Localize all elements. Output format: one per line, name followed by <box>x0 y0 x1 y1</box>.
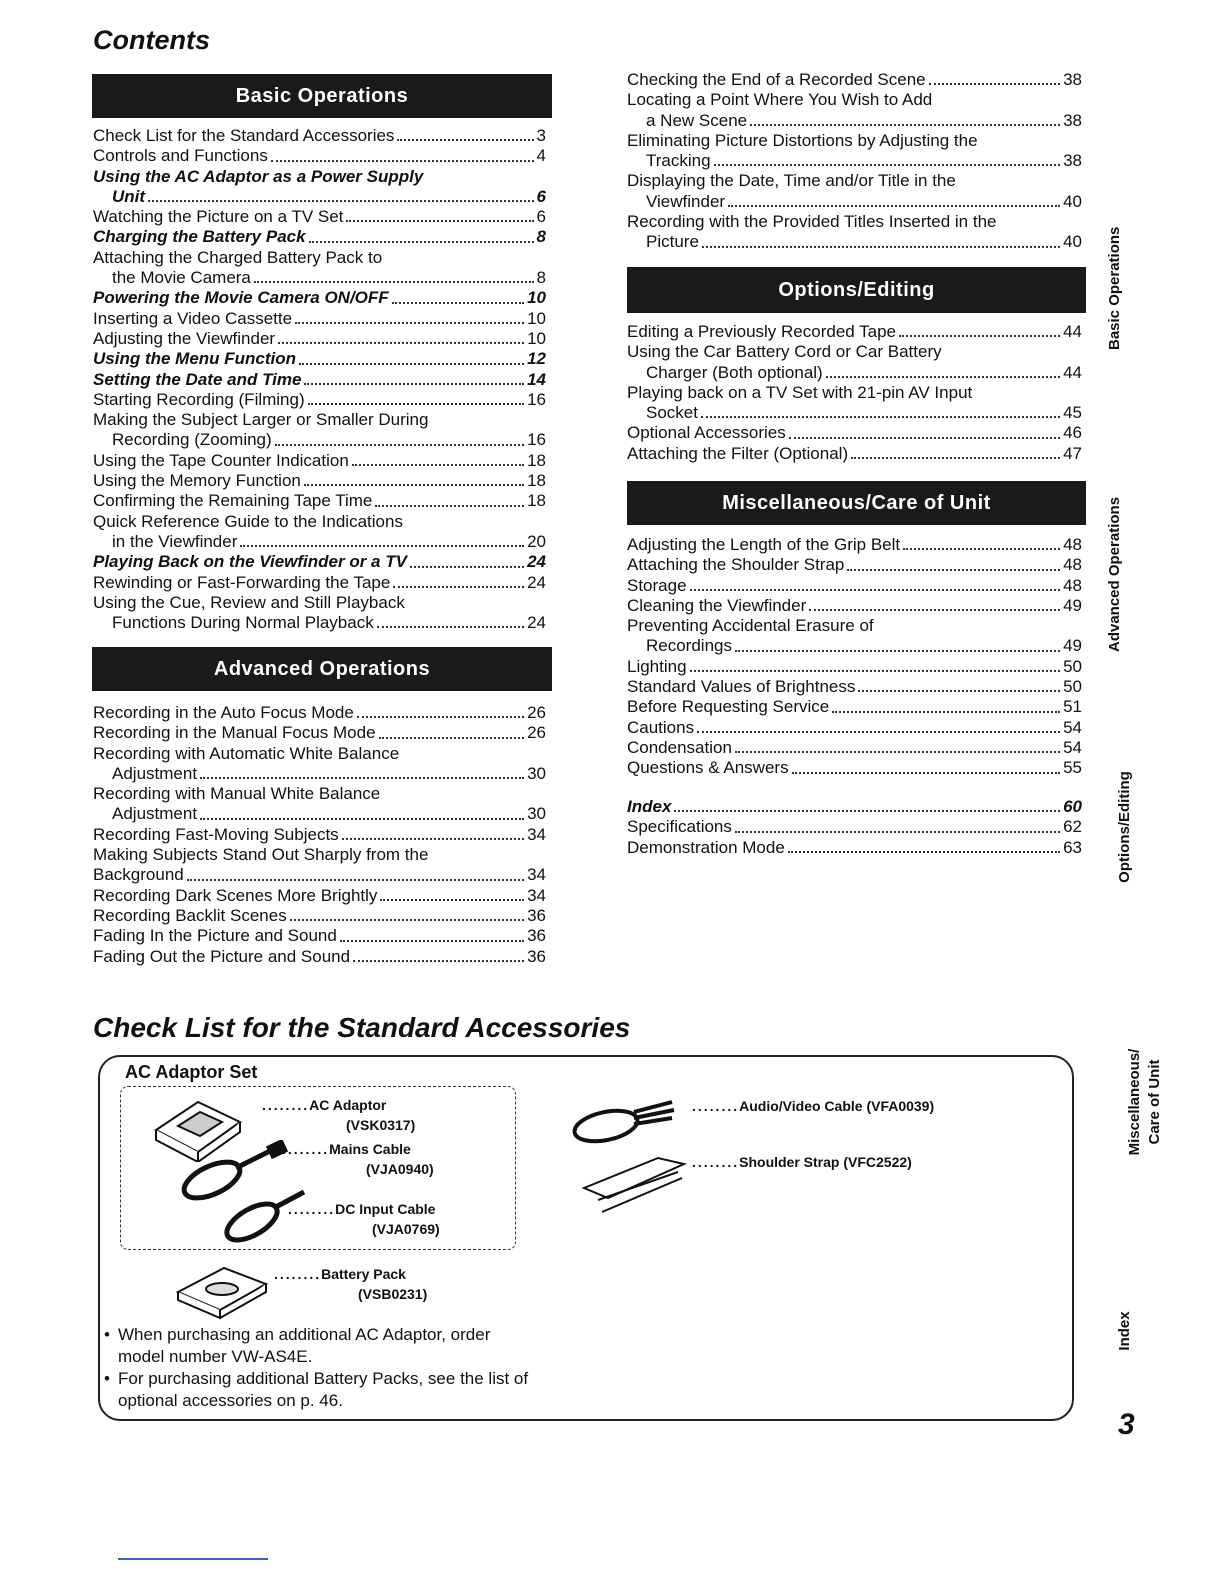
page-title: Contents <box>93 25 210 55</box>
toc-entry <box>627 423 1082 443</box>
toc-entry <box>627 657 1082 677</box>
toc-entry-title: Unit <box>112 186 146 206</box>
toc-entry <box>627 797 1082 817</box>
toc-entry-page: 62 <box>1063 817 1082 837</box>
toc-entry-title: Charging the Battery Pack <box>93 227 306 247</box>
toc-entry-page: 40 <box>1063 232 1082 252</box>
toc-entry-title: Adjusting the Viewfinder <box>93 328 276 348</box>
toc-entry-title: Recording Backlit Scenes <box>93 905 287 925</box>
toc-entry <box>93 573 546 593</box>
toc-entry-page: 63 <box>1063 837 1082 857</box>
toc-entry <box>93 126 546 146</box>
toc-entry <box>627 111 1082 131</box>
toc-entry-title: Recording in the Manual Focus Mode <box>93 723 376 743</box>
toc-entry <box>627 444 1082 464</box>
toc-entry-page: 36 <box>527 946 546 966</box>
toc-entry: Displaying the Date, Time and/or Title in the <box>627 171 956 191</box>
toc-entry-title: Questions & Answers <box>627 758 789 778</box>
toc-leader-dots <box>200 777 524 779</box>
toc-leader-dots <box>352 464 524 466</box>
toc-entry <box>627 151 1082 171</box>
toc-entry-page: 8 <box>536 227 546 247</box>
toc-entry <box>627 636 1082 656</box>
toc-entry-page: 18 <box>527 471 546 491</box>
toc-entry-page: 44 <box>1063 322 1082 341</box>
toc-entry-page: 48 <box>1063 555 1082 575</box>
toc-entry-page: 10 <box>527 308 546 328</box>
toc-entry-title: Cleaning the Viewfinder <box>627 595 807 615</box>
side-tab-index: Index <box>1116 1311 1133 1351</box>
toc-entry <box>93 552 546 572</box>
toc-entry-title: Inserting a Video Cassette <box>93 308 293 328</box>
section-header-options: Options/Editing <box>627 267 1086 313</box>
toc-entry <box>93 349 546 369</box>
toc-leader-dots <box>377 626 524 628</box>
toc-entry <box>627 596 1082 616</box>
toc-leader-dots <box>304 484 524 486</box>
toc-entry <box>627 192 1082 212</box>
toc-entry-page: 48 <box>1063 575 1082 595</box>
toc-entry-title: Standard Values of Brightness <box>627 677 856 697</box>
shoulder-strap-illustration <box>578 1148 698 1218</box>
toc-entry <box>627 555 1082 575</box>
toc-entry-page: 46 <box>1063 423 1082 443</box>
toc-entry <box>93 886 546 906</box>
toc-leader-dots <box>380 899 524 901</box>
toc-leader-dots <box>826 376 1060 378</box>
toc-entry-title: Cautions <box>627 717 695 737</box>
toc-leader-dots <box>690 670 1061 672</box>
toc-leader-dots <box>858 690 1060 692</box>
toc-entry <box>627 677 1082 697</box>
toc-entry-title: Attaching the Shoulder Strap <box>627 555 845 575</box>
checklist-notes <box>104 1324 534 1412</box>
toc-entry-page: 38 <box>1063 110 1082 130</box>
toc-entry: Preventing Accidental Erasure of <box>627 616 874 636</box>
toc-entry: Making Subjects Stand Out Sharply from the <box>93 845 429 865</box>
toc-entry-title: Recording (Zooming) <box>112 430 272 450</box>
toc-entry-page: 30 <box>527 804 546 824</box>
note-item: • When purchasing an additional AC Adaptor, order model number VW-AS4E. <box>104 1325 491 1366</box>
toc-entry-page: 38 <box>1063 151 1082 171</box>
toc-entry <box>93 947 546 967</box>
toc-entry <box>93 268 546 288</box>
toc-leader-dots <box>410 566 524 568</box>
toc-entry <box>627 758 1082 778</box>
toc-leader-dots <box>792 772 1061 774</box>
toc-entry-title: Attaching the Filter (Optional) <box>627 443 849 463</box>
toc-entry-title: Rewinding or Fast-Forwarding the Tape <box>93 572 391 592</box>
toc-options-editing <box>627 322 1082 464</box>
toc-entry-page: 4 <box>536 146 546 166</box>
toc-entry <box>93 723 546 743</box>
toc-entry: Making the Subject Larger or Smaller During <box>93 410 429 430</box>
toc-leader-dots <box>809 609 1060 611</box>
toc-entry-title: Fading Out the Picture and Sound <box>93 946 351 966</box>
toc-entry <box>93 703 546 723</box>
toc-entry <box>93 764 546 784</box>
toc-entry-page: 3 <box>536 126 546 145</box>
av-cable-label: ........Audio/Video Cable (VFA0039) <box>692 1098 935 1114</box>
mains-cable-label: ........Mains Cable (VJA0940) <box>282 1141 434 1177</box>
av-cable-illustration <box>568 1088 688 1148</box>
toc-entry <box>627 718 1082 738</box>
toc-entry <box>627 322 1082 342</box>
toc-entry: Recording with Automatic White Balance <box>93 743 400 763</box>
toc-entry-page: 34 <box>527 824 546 844</box>
toc-leader-dots <box>346 220 533 222</box>
toc-entry-page: 45 <box>1063 403 1082 423</box>
toc-entry-title: Checking the End of a Recorded Scene <box>627 70 926 89</box>
toc-entry <box>627 697 1082 717</box>
toc-entry-title: Adjustment <box>112 763 198 783</box>
toc-entry-page: 10 <box>527 288 546 308</box>
toc-leader-dots <box>304 383 524 385</box>
toc-entry-title: Watching the Picture on a TV Set <box>93 207 344 227</box>
toc-entry-page: 16 <box>527 430 546 450</box>
toc-entry-title: Charger (Both optional) <box>646 362 823 382</box>
toc-entry-title: Using the Tape Counter Indication <box>93 450 349 470</box>
toc-entry <box>93 187 546 207</box>
toc-entry <box>627 738 1082 758</box>
toc-leader-dots <box>308 403 524 405</box>
toc-entry-page: 6 <box>536 186 546 206</box>
toc-entry-title: Fading In the Picture and Sound <box>93 926 337 946</box>
section-header-basic: Basic Operations <box>92 74 552 118</box>
toc-entry-page: 36 <box>527 926 546 946</box>
battery-pack-label: ........Battery Pack (VSB0231) <box>274 1266 428 1302</box>
note-item: • For purchasing additional Battery Packs, see the list of optional accessories on p. 46. <box>104 1369 529 1410</box>
toc-miscellaneous <box>627 535 1082 779</box>
toc-entry: Quick Reference Guide to the Indications <box>93 511 403 531</box>
toc-entry <box>627 363 1082 383</box>
toc-entry-page: 50 <box>1063 677 1082 697</box>
toc-leader-dots <box>701 416 1060 418</box>
toc-entry <box>93 288 546 308</box>
toc-entry-page: 36 <box>527 905 546 925</box>
section-header-misc: Miscellaneous/Care of Unit <box>627 481 1086 525</box>
toc-leader-dots <box>393 586 524 588</box>
toc-leader-dots <box>674 810 1060 812</box>
toc-entry-page: 54 <box>1063 737 1082 757</box>
toc-entry-title: Index <box>627 797 672 816</box>
toc-entry-title: in the Viewfinder <box>112 531 238 551</box>
toc-entry-title: Specifications <box>627 817 732 837</box>
toc-leader-dots <box>702 246 1060 248</box>
toc-entry-page: 14 <box>527 369 546 389</box>
toc-entry-title: Background <box>93 865 184 885</box>
toc-leader-dots <box>290 919 524 921</box>
toc-basic-operations-continued <box>627 70 1082 253</box>
toc-entry-page: 44 <box>1063 362 1082 382</box>
battery-pack-illustration <box>172 1262 272 1322</box>
toc-entry: Attaching the Charged Battery Pack to <box>93 247 383 267</box>
toc-entry: Eliminating Picture Distortions by Adjusting the <box>627 130 978 150</box>
toc-entry <box>627 817 1082 837</box>
toc-entry <box>93 329 546 349</box>
toc-leader-dots <box>200 818 524 820</box>
toc-leader-dots <box>735 751 1060 753</box>
toc-entry <box>93 804 546 824</box>
toc-leader-dots <box>148 200 533 202</box>
toc-entry: Recording with the Provided Titles Inserted in the <box>627 212 997 232</box>
toc-leader-dots <box>342 838 524 840</box>
toc-entry-title: Before Requesting Service <box>627 697 830 717</box>
bottom-rule <box>118 1558 268 1560</box>
toc-entry-page: 24 <box>527 572 546 592</box>
toc-leader-dots <box>254 281 534 283</box>
toc-leader-dots <box>353 960 524 962</box>
toc-leader-dots <box>187 879 524 881</box>
toc-entry <box>93 370 546 390</box>
toc-entry-page: 18 <box>527 450 546 470</box>
toc-entry <box>627 232 1082 252</box>
toc-leader-dots <box>832 711 1060 713</box>
toc-entry-title: Starting Recording (Filming) <box>93 389 305 409</box>
toc-leader-dots <box>240 545 524 547</box>
toc-entry-title: Controls and Functions <box>93 146 268 166</box>
toc-leader-dots <box>379 737 525 739</box>
toc-leader-dots <box>271 160 534 162</box>
toc-entry <box>93 926 546 946</box>
toc-leader-dots <box>397 139 533 141</box>
toc-basic-operations <box>93 126 546 633</box>
toc-entry-title: Picture <box>646 232 699 252</box>
toc-entry-page: 55 <box>1063 758 1082 778</box>
side-tab-advanced: Advanced Operations <box>1106 496 1123 652</box>
ac-set-label: AC Adaptor Set <box>125 1062 258 1082</box>
toc-entry <box>627 403 1082 423</box>
toc-leader-dots <box>357 716 524 718</box>
toc-entry <box>93 430 546 450</box>
toc-entry-page: 51 <box>1063 697 1082 717</box>
toc-entry-title: Powering the Movie Camera ON/OFF <box>93 288 389 308</box>
toc-entry-page: 10 <box>527 328 546 348</box>
toc-leader-dots <box>340 940 524 942</box>
toc-entry <box>93 532 546 552</box>
toc-entry-page: 26 <box>527 723 546 743</box>
toc-leader-dots <box>299 363 524 365</box>
toc-entry-title: Confirming the Remaining Tape Time <box>93 491 373 511</box>
toc-entry-title: Adjustment <box>112 804 198 824</box>
toc-entry-page: 26 <box>527 703 546 722</box>
toc-entry-page: 47 <box>1063 443 1082 463</box>
toc-entry <box>93 390 546 410</box>
toc-entry-title: Check List for the Standard Accessories <box>93 126 395 145</box>
dc-cable-label: ........DC Input Cable (VJA0769) <box>288 1201 440 1237</box>
toc-entry <box>93 471 546 491</box>
toc-entry <box>627 838 1082 858</box>
toc-entry-page: 30 <box>527 763 546 783</box>
toc-entry-title: a New Scene <box>646 110 748 130</box>
toc-leader-dots <box>735 831 1060 833</box>
toc-entry-page: 49 <box>1063 636 1082 656</box>
shoulder-strap-label: ........Shoulder Strap (VFC2522) <box>692 1154 912 1170</box>
toc-leader-dots <box>690 589 1061 591</box>
toc-leader-dots <box>309 241 534 243</box>
toc-entry-title: Demonstration Mode <box>627 837 785 857</box>
toc-entry-title: Using the Menu Function <box>93 349 297 369</box>
toc-entry-title: Functions During Normal Playback <box>112 613 374 633</box>
toc-entry-title: Playing Back on the Viewfinder or a TV <box>93 552 407 572</box>
toc-entry <box>627 70 1082 90</box>
toc-entry-title: Condensation <box>627 737 732 757</box>
toc-entry <box>93 906 546 926</box>
page-number: 3 <box>1118 1408 1135 1441</box>
toc-entry-page: 8 <box>536 268 546 288</box>
toc-entry-title: Recording in the Auto Focus Mode <box>93 703 354 722</box>
toc-entry <box>93 309 546 329</box>
toc-entry-page: 40 <box>1063 191 1082 211</box>
toc-leader-dots <box>375 505 524 507</box>
toc-entry-page: 6 <box>536 207 546 227</box>
toc-entry: Using the Cue, Review and Still Playback <box>93 592 405 612</box>
toc-leader-dots <box>275 444 524 446</box>
toc-entry <box>627 576 1082 596</box>
toc-entry-title: Using the Memory Function <box>93 471 301 491</box>
ac-adaptor-label: ........AC Adaptor (VSK0317) <box>262 1097 416 1133</box>
toc-entry-page: 50 <box>1063 656 1082 676</box>
toc-entry-title: Tracking <box>646 151 711 171</box>
toc-leader-dots <box>735 650 1060 652</box>
toc-entry <box>93 613 546 633</box>
toc-entry: Using the Car Battery Cord or Car Battery <box>627 342 942 362</box>
checklist-title: Check List for the Standard Accessories <box>93 1012 631 1043</box>
toc-leader-dots <box>295 322 524 324</box>
toc-entry-title: Socket <box>646 403 698 423</box>
toc-index <box>627 797 1082 858</box>
toc-leader-dots <box>929 83 1060 85</box>
toc-entry <box>93 451 546 471</box>
toc-entry-page: 24 <box>527 613 546 633</box>
toc-entry: Using the AC Adaptor as a Power Supply <box>93 166 424 186</box>
toc-entry-title: Storage <box>627 575 687 595</box>
toc-leader-dots <box>728 205 1060 207</box>
toc-leader-dots <box>851 457 1060 459</box>
toc-entry <box>93 825 546 845</box>
toc-entry-title: Lighting <box>627 656 687 676</box>
toc-entry-page: 20 <box>527 531 546 551</box>
toc-entry-title: Adjusting the Length of the Grip Belt <box>627 535 901 554</box>
toc-entry-title: Recording Dark Scenes More Brightly <box>93 885 378 905</box>
toc-entry <box>93 146 546 166</box>
toc-entry-page: 24 <box>527 552 546 572</box>
toc-entry-page: 34 <box>527 885 546 905</box>
toc-entry-title: Editing a Previously Recorded Tape <box>627 322 897 341</box>
toc-advanced-operations <box>93 703 546 967</box>
toc-entry: Recording with Manual White Balance <box>93 784 381 804</box>
toc-entry-title: Recording Fast-Moving Subjects <box>93 824 339 844</box>
toc-entry-page: 16 <box>527 389 546 409</box>
toc-leader-dots <box>788 851 1060 853</box>
toc-entry-page: 48 <box>1063 535 1082 554</box>
toc-entry <box>93 491 546 511</box>
toc-entry-title: the Movie Camera <box>112 268 251 288</box>
toc-entry-page: 12 <box>527 349 546 369</box>
side-tab-options: Options/Editing <box>1116 771 1133 883</box>
toc-leader-dots <box>714 164 1061 166</box>
section-header-advanced: Advanced Operations <box>92 647 552 691</box>
toc-entry-title: Viewfinder <box>646 191 726 211</box>
toc-entry <box>627 535 1082 555</box>
toc-entry: Locating a Point Where You Wish to Add <box>627 90 933 110</box>
toc-leader-dots <box>899 335 1060 337</box>
side-tab-misc: Miscellaneous/ Care of Unit <box>1126 1048 1163 1156</box>
toc-leader-dots <box>697 731 1060 733</box>
toc-entry-page: 38 <box>1063 70 1082 89</box>
toc-entry-page: 34 <box>527 865 546 885</box>
toc-entry <box>93 207 546 227</box>
side-tab-basic: Basic Operations <box>1106 226 1123 350</box>
toc-entry: Playing back on a TV Set with 21-pin AV Input <box>627 382 973 402</box>
toc-entry-title: Recordings <box>646 636 732 656</box>
toc-leader-dots <box>278 342 524 344</box>
toc-entry-title: Setting the Date and Time <box>93 369 302 389</box>
toc-leader-dots <box>789 437 1060 439</box>
toc-leader-dots <box>903 548 1060 550</box>
toc-leader-dots <box>847 569 1060 571</box>
toc-leader-dots <box>750 124 1060 126</box>
toc-entry-title: Optional Accessories <box>627 423 786 443</box>
toc-entry-page: 49 <box>1063 595 1082 615</box>
toc-entry-page: 18 <box>527 491 546 511</box>
toc-leader-dots <box>392 302 524 304</box>
toc-entry-page: 60 <box>1063 797 1082 816</box>
toc-entry-page: 54 <box>1063 717 1082 737</box>
toc-entry <box>93 865 546 885</box>
toc-entry <box>93 227 546 247</box>
